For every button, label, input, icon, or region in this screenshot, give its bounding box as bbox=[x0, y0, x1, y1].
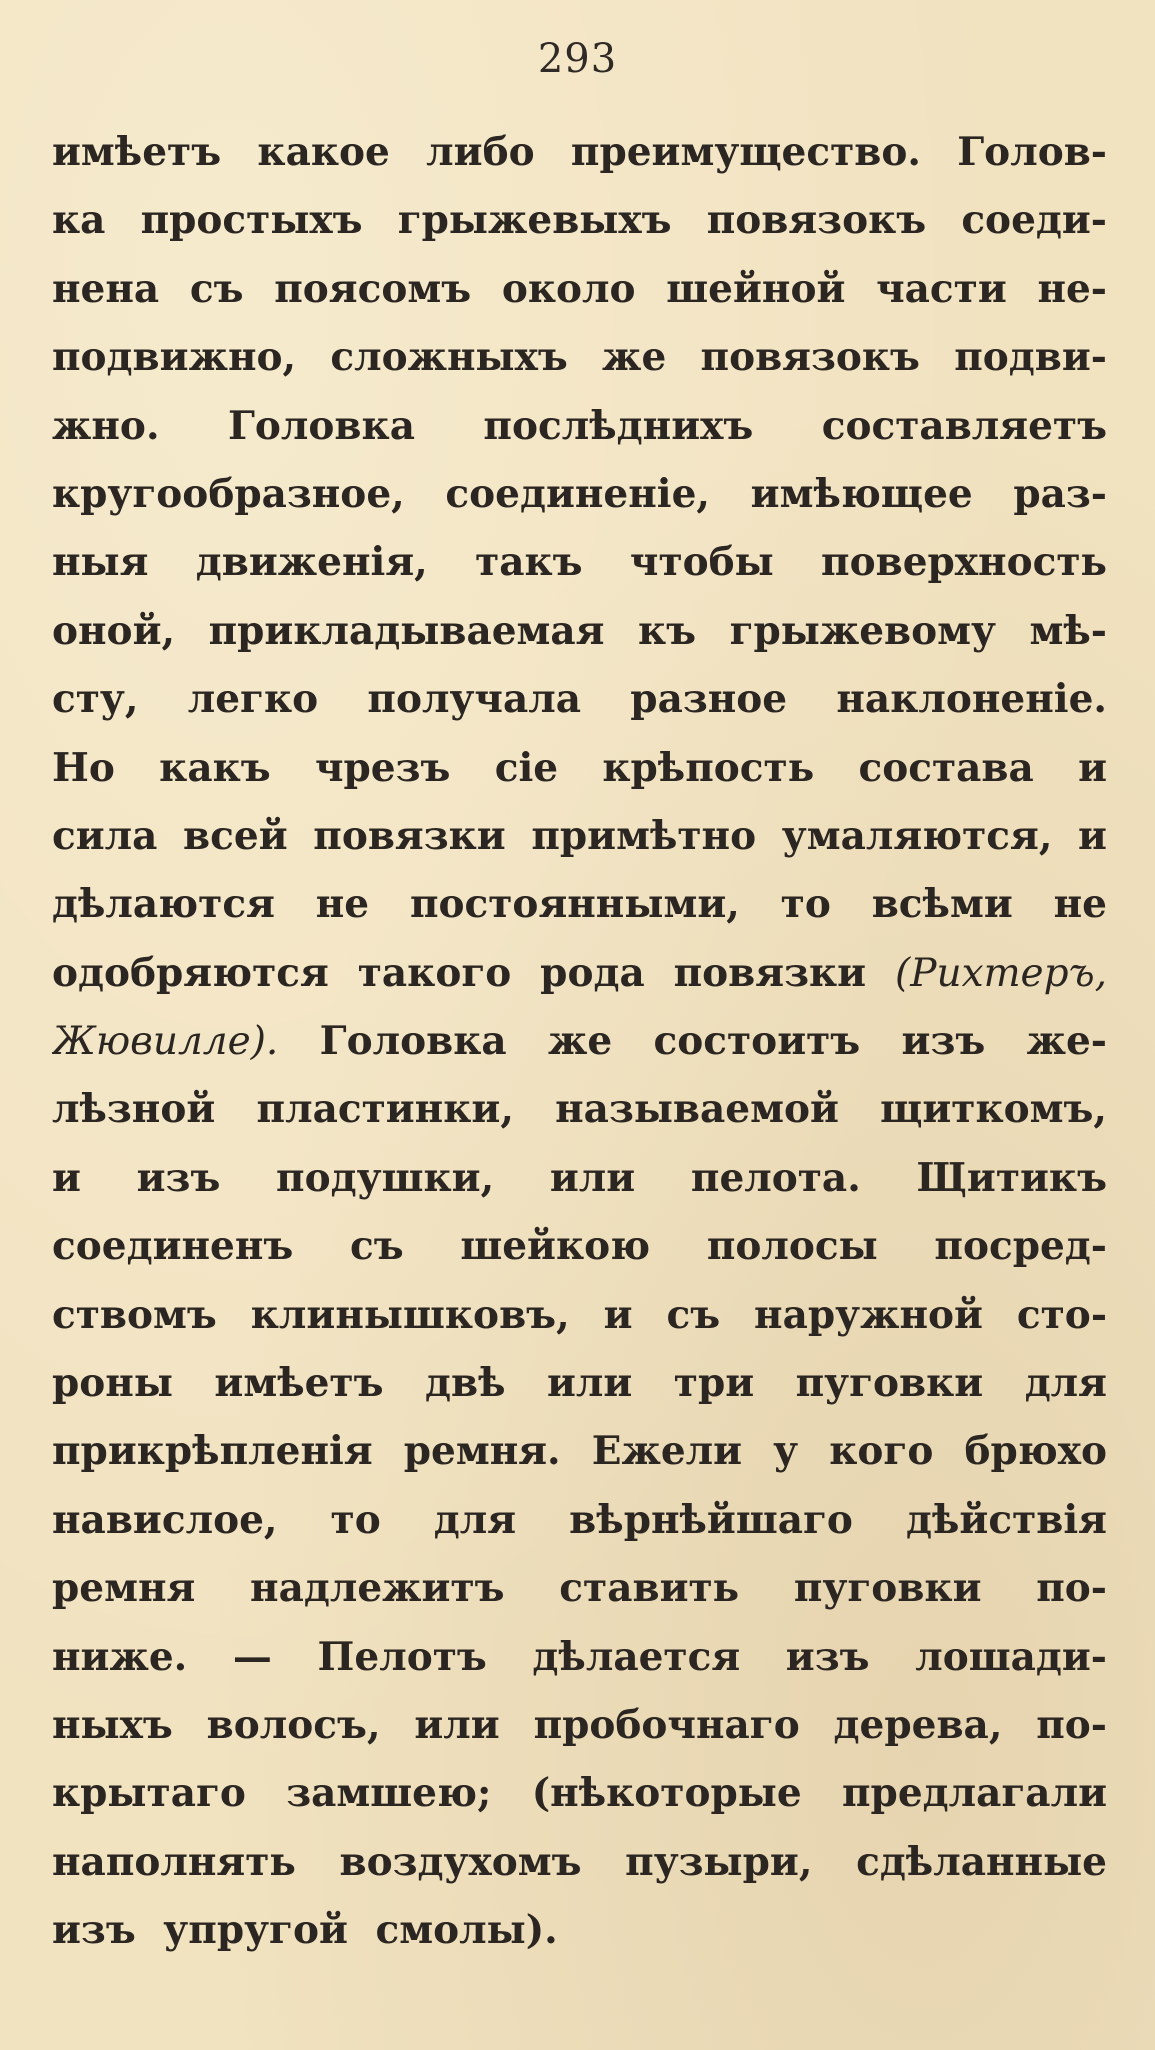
text-fragment: оной, прикладываемая къ грыжевому мѣ- bbox=[52, 607, 1107, 654]
text-fragment: ствомъ клинышковъ, и съ наружной сто- bbox=[52, 1291, 1107, 1338]
text-line bbox=[52, 186, 1107, 254]
text-line bbox=[52, 460, 1107, 528]
text-line bbox=[52, 118, 1107, 186]
text-line bbox=[52, 1417, 1107, 1485]
text-line bbox=[52, 1007, 1107, 1075]
text-fragment: и изъ подушки, или пелота. Щитикъ bbox=[52, 1154, 1107, 1201]
text-fragment: ныхъ волосъ, или пробочнаго дерева, по- bbox=[52, 1701, 1107, 1748]
text-line bbox=[52, 1691, 1107, 1759]
text-fragment: подвижно, сложныхъ же повязокъ подви- bbox=[52, 334, 1107, 381]
text-line bbox=[52, 1554, 1107, 1622]
text-line bbox=[52, 528, 1107, 596]
text-line bbox=[52, 1828, 1107, 1896]
text-line bbox=[52, 1212, 1107, 1280]
text-fragment: соединенъ съ шейкою полосы посред- bbox=[52, 1223, 1107, 1270]
text-line bbox=[52, 802, 1107, 870]
italic-citation: Жювилле). bbox=[52, 1019, 279, 1065]
text-line bbox=[52, 323, 1107, 391]
text-line bbox=[52, 1896, 1107, 1964]
text-line bbox=[52, 1075, 1107, 1143]
text-fragment: ныя движенія, такъ чтобы поверхность bbox=[52, 539, 1107, 586]
text-line bbox=[52, 1281, 1107, 1349]
text-line bbox=[52, 1144, 1107, 1212]
text-fragment: ремня надлежитъ ставить пуговки по- bbox=[52, 1565, 1107, 1612]
text-line bbox=[52, 1349, 1107, 1417]
text-line bbox=[52, 255, 1107, 323]
text-line bbox=[52, 665, 1107, 733]
body-text bbox=[52, 118, 1107, 1965]
page-number: 293 bbox=[537, 36, 618, 82]
text-fragment: наполнять воздухомъ пузыри, сдѣланные bbox=[52, 1838, 1107, 1885]
text-fragment: навислое, то для вѣрнѣйшаго дѣйствія bbox=[52, 1496, 1107, 1543]
text-fragment: жно. Головка послѣднихъ составляетъ bbox=[52, 402, 1107, 449]
text-line bbox=[52, 1759, 1107, 1827]
text-fragment: роны имѣетъ двѣ или три пуговки для bbox=[52, 1360, 1107, 1407]
text-line bbox=[52, 939, 1107, 1007]
text-line bbox=[52, 870, 1107, 938]
text-line bbox=[52, 734, 1107, 802]
text-line bbox=[52, 597, 1107, 665]
text-fragment: нена съ поясомъ около шейной части не- bbox=[52, 265, 1107, 312]
text-line bbox=[52, 392, 1107, 460]
text-fragment: Но какъ чрезъ сіе крѣпость состава и bbox=[52, 744, 1107, 791]
text-fragment: одобряются такого рода повязки bbox=[52, 949, 895, 996]
text-fragment: дѣлаются не постоянными, то всѣми не bbox=[52, 881, 1107, 928]
text-line bbox=[52, 1486, 1107, 1554]
text-line bbox=[52, 1623, 1107, 1691]
text-fragment: ка простыхъ грыжевыхъ повязокъ соеди- bbox=[52, 197, 1107, 244]
text-fragment: ниже. — Пелотъ дѣлается изъ лошади- bbox=[52, 1633, 1107, 1680]
text-fragment: изъ упругой смолы). bbox=[52, 1907, 558, 1954]
text-fragment: имѣетъ какое либо преимущество. Голов- bbox=[52, 129, 1107, 175]
italic-citation: (Рихтеръ, bbox=[895, 950, 1107, 996]
text-fragment: прикрѣпленія ремня. Ежели у кого брюхо bbox=[52, 1428, 1107, 1475]
text-fragment: лѣзной пластинки, называемой щиткомъ, bbox=[52, 1086, 1107, 1133]
text-fragment: кругообразное, соединеніе, имѣющее раз- bbox=[52, 470, 1107, 517]
text-fragment: Головка же состоитъ изъ же- bbox=[278, 1018, 1107, 1065]
text-fragment: сту, легко получала разное наклоненіе. bbox=[52, 676, 1107, 723]
text-fragment: сила всей повязки примѣтно умаляются, и bbox=[52, 812, 1107, 859]
text-fragment: крытаго замшею; (нѣкоторые предлагали bbox=[52, 1770, 1107, 1817]
